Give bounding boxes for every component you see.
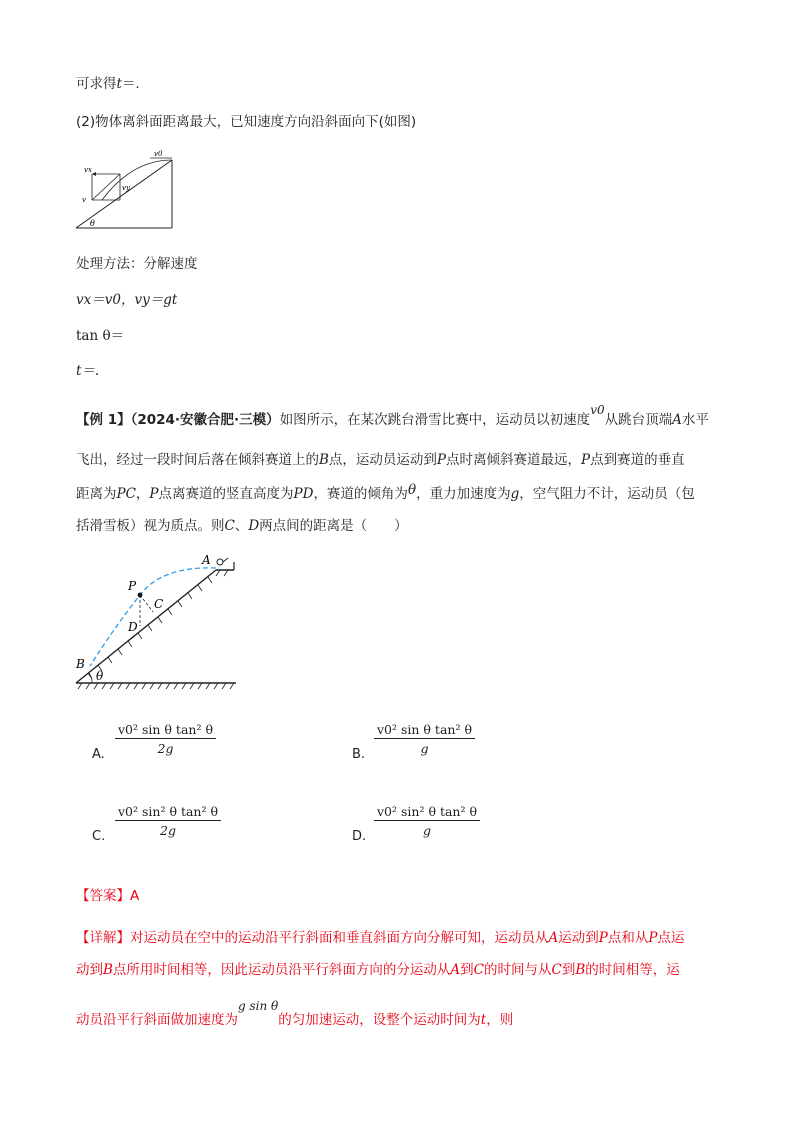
example-line-3 bbox=[76, 484, 695, 504]
label-vx: vx bbox=[84, 166, 92, 174]
var-theta: θ bbox=[407, 482, 417, 498]
answer-line bbox=[76, 886, 139, 906]
var-C: C bbox=[224, 518, 235, 534]
var-P: P bbox=[598, 930, 608, 946]
incline-hatching bbox=[88, 577, 212, 679]
ground-hatching bbox=[78, 683, 234, 689]
var-D: D bbox=[248, 518, 260, 534]
option-D-fraction bbox=[374, 804, 480, 838]
option-C-fraction bbox=[115, 804, 221, 838]
text-fragment: ＝. bbox=[121, 76, 140, 92]
method-title: 处理方法：分解速度 bbox=[76, 256, 198, 272]
text-fragment: 的时间相等，运 bbox=[585, 962, 680, 978]
text-fragment: 、 bbox=[234, 518, 249, 534]
formula-g-sin-theta: g sin θ bbox=[238, 999, 279, 1013]
label-C: C bbox=[154, 597, 164, 611]
var-t: t bbox=[116, 76, 122, 92]
method-eq1: vx＝v0，vy＝gt bbox=[76, 292, 178, 308]
var-P: P bbox=[149, 486, 159, 502]
label-P: P bbox=[128, 579, 137, 593]
var-C: C bbox=[473, 962, 485, 978]
option-B-numerator: v0² sin θ tan² θ bbox=[374, 722, 475, 739]
text-fragment: 点时离倾斜赛道最远， bbox=[446, 452, 582, 468]
text-fragment: 从跳台顶端 bbox=[604, 412, 673, 428]
vx-arrowhead bbox=[92, 172, 96, 176]
text-fragment: 运动到 bbox=[558, 930, 599, 946]
example-line-4 bbox=[76, 516, 408, 536]
text-fragment: 点运 bbox=[657, 930, 685, 946]
option-C-label[interactable]: C. bbox=[92, 829, 106, 844]
var-t: t bbox=[480, 1012, 487, 1028]
trajectory-curve bbox=[102, 160, 172, 200]
var-v0: v0 bbox=[590, 403, 605, 417]
option-A-label[interactable]: A. bbox=[92, 747, 105, 762]
example-source: （2024·安徽合肥·三模） bbox=[130, 412, 280, 428]
var-C: C bbox=[551, 962, 562, 978]
text-fragment: ，空气阻力不计，运动员（包 bbox=[519, 486, 695, 502]
option-B-label[interactable]: B. bbox=[352, 747, 366, 762]
text-fragment: 可求得 bbox=[76, 76, 117, 92]
text-fragment: 括滑雪板）视为质点。则 bbox=[76, 518, 225, 534]
var-g: g bbox=[510, 486, 520, 502]
explain-tag: 【详解】 bbox=[76, 930, 130, 946]
method-eq3: t＝. bbox=[76, 363, 100, 379]
label-theta: θ bbox=[96, 669, 104, 683]
var-A: A bbox=[548, 930, 559, 946]
text-fragment: 水平 bbox=[681, 412, 709, 428]
trajectory-curve bbox=[90, 568, 216, 666]
platform-hatching bbox=[216, 570, 228, 576]
option-B-fraction bbox=[374, 722, 475, 756]
text-fragment: 动员沿平行斜面做加速度为 bbox=[76, 1012, 238, 1028]
label-vy: vy bbox=[122, 184, 130, 192]
option-A-fraction bbox=[115, 722, 216, 756]
option-D-denominator: g bbox=[422, 823, 431, 838]
text-fragment: ，赛道的倾角为 bbox=[313, 486, 408, 502]
option-C-denominator: 2g bbox=[160, 823, 176, 838]
text-line-2: (2)物体离斜面距离最大，已知速度方向沿斜面向下(如图) bbox=[76, 114, 417, 130]
text-fragment: 距离为 bbox=[76, 486, 117, 502]
incline-line bbox=[76, 570, 216, 683]
option-A-numerator: v0² sin θ tan² θ bbox=[115, 722, 216, 739]
label-v: v bbox=[82, 196, 86, 204]
var-B: B bbox=[319, 452, 329, 468]
text-fragment: 对运动员在空中的运动沿平行斜面和垂直斜面方向分解可知，运动员从 bbox=[130, 930, 549, 946]
text-fragment: 点，运动员运动到 bbox=[328, 452, 437, 468]
var-P: P bbox=[436, 452, 447, 468]
text-fragment: 的匀加速运动，设整个运动时间为 bbox=[278, 1012, 481, 1028]
text-fragment: 到 bbox=[561, 962, 576, 978]
text-fragment: 点到赛道的垂直 bbox=[590, 452, 685, 468]
text-fragment: 如图所示，在某次跳台滑雪比赛中，运动员以初速度 bbox=[279, 412, 591, 428]
explain-line-1 bbox=[76, 928, 684, 948]
example-line-1 bbox=[76, 403, 709, 430]
ski-jump-figure bbox=[70, 548, 240, 694]
var-P: P bbox=[581, 452, 591, 468]
text-fragment: 动到 bbox=[76, 962, 103, 978]
var-A: A bbox=[672, 412, 682, 428]
example-tag: 【例 1】 bbox=[76, 412, 131, 428]
text-fragment: ，则 bbox=[486, 1012, 514, 1028]
explain-line-3 bbox=[76, 999, 514, 1030]
var-A: A bbox=[450, 962, 461, 978]
text-fragment: 的时间与从 bbox=[484, 962, 552, 978]
label-theta-text: θ bbox=[90, 219, 95, 228]
var-B: B bbox=[103, 962, 113, 978]
text-line-1 bbox=[76, 74, 140, 94]
example-line-2 bbox=[76, 450, 685, 470]
text-fragment: 飞出，经过一段时间后落在倾斜赛道上的 bbox=[76, 452, 319, 468]
method-eq2: tan θ＝ bbox=[76, 328, 125, 344]
text-fragment: ，重力加速度为 bbox=[416, 486, 511, 502]
text-fragment: 点离赛道的竖直高度为 bbox=[158, 486, 294, 502]
label-D: D bbox=[128, 620, 138, 634]
text-fragment: 到 bbox=[460, 962, 474, 978]
text-fragment: 两点间的距离是（ ） bbox=[259, 518, 408, 534]
answer-value: A bbox=[130, 888, 140, 904]
answer-tag: 【答案】 bbox=[76, 888, 130, 904]
var-PC: PC bbox=[116, 486, 136, 502]
option-B-denominator: g bbox=[420, 741, 429, 756]
label-B: B bbox=[76, 657, 85, 671]
var-PD: PD bbox=[293, 486, 314, 502]
option-A-denominator: 2g bbox=[157, 741, 174, 756]
option-C-numerator: v0² sin² θ tan² θ bbox=[115, 804, 221, 821]
line-PC bbox=[140, 595, 153, 612]
option-D-label[interactable]: D. bbox=[352, 829, 367, 844]
skier-icon bbox=[217, 558, 228, 565]
option-D-numerator: v0² sin² θ tan² θ bbox=[374, 804, 480, 821]
var-P: P bbox=[648, 930, 658, 946]
explain-line-2 bbox=[76, 960, 680, 980]
text-fragment: 点所用时间相等，因此运动员沿平行斜面方向的分运动从 bbox=[112, 962, 451, 978]
velocity-diagram bbox=[72, 150, 180, 232]
text-fragment: ， bbox=[135, 486, 150, 502]
text-fragment: 点和从 bbox=[607, 930, 649, 946]
label-v0: v0 bbox=[154, 150, 163, 158]
label-A: A bbox=[202, 553, 211, 567]
v-arrow bbox=[92, 174, 120, 200]
var-B: B bbox=[575, 962, 586, 978]
